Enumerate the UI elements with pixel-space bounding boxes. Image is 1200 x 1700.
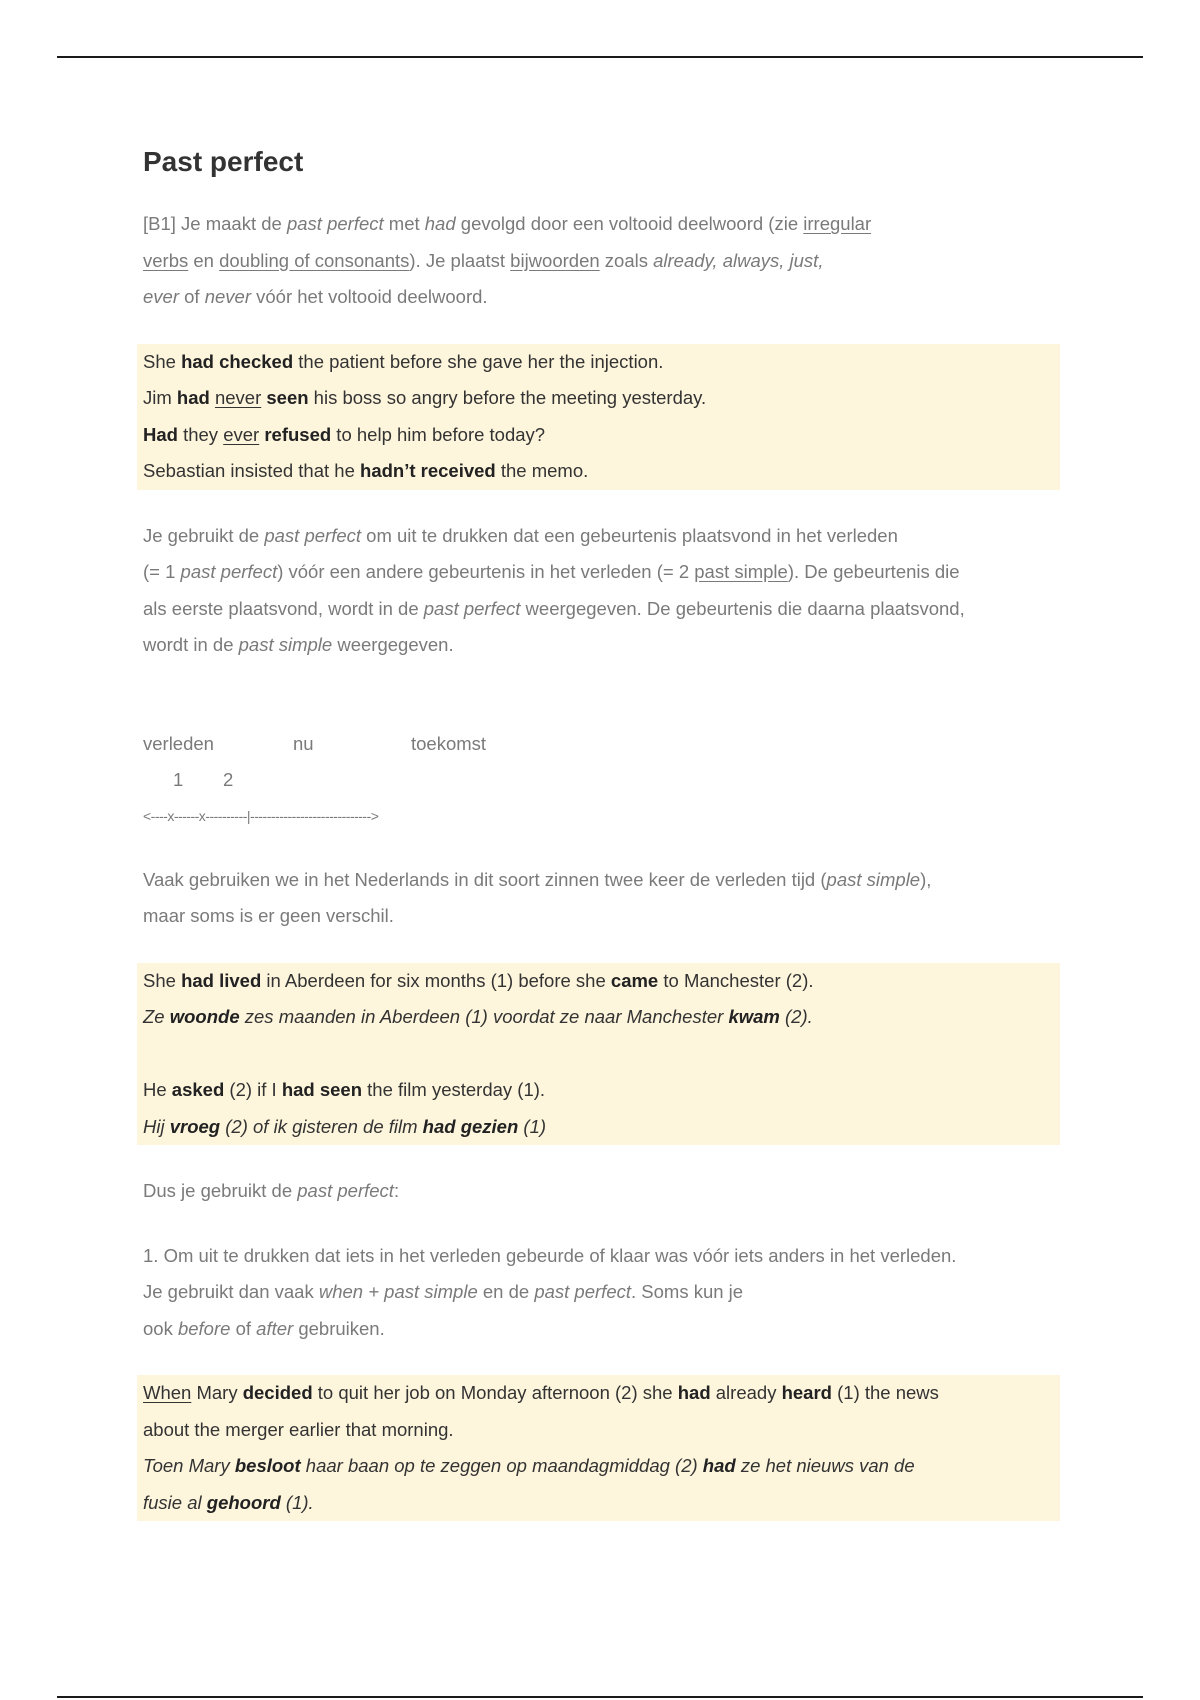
document-body <box>143 140 1060 1521</box>
timeline-marker-1: 1 <box>173 768 184 790</box>
timeline-marker-2: 2 <box>223 768 234 790</box>
timeline-arrow: <----x------x----------|-----------------------------> <box>143 807 379 824</box>
usage-point-1: 1. Om uit te drukken dat iets in het verleden gebeurde of klaar was vóór iets anders in het verleden. Je gebruikt dan vaak when + past simple en de past perfect. Soms kun je ook before of after gebruiken. <box>143 1244 957 1339</box>
example-block-3: When Mary decided to quit her job on Monday afternoon (2) she had already heard (1) the news about the merger earlier that morning. Toen Mary besloot haar baan op te zeggen op maandagmiddag (2) had ze het nieuws van de fusie al gehoord (1). <box>137 1375 1060 1521</box>
bottom-rule <box>57 1696 1143 1698</box>
dutch-note-paragraph: Vaak gebruiken we in het Nederlands in dit soort zinnen twee keer de verleden tijd (past simple), maar soms is er geen verschil. <box>143 868 932 926</box>
link-past-simple[interactable]: past simple <box>694 561 788 582</box>
link-doubling-of-consonants[interactable]: doubling of consonants <box>219 249 410 271</box>
timeline-future-label: toekomst <box>411 732 487 754</box>
intro-paragraph: [B1] Je maakt de past perfect met had gevolgd door een voltooid deelwoord (zie irregular verbs en doubling of consonants). Je plaatst bijwoorden zoals already, always, just, ever of never vóór het voltooid deelwoord. <box>143 213 872 307</box>
link-bijwoorden[interactable]: bijwoorden <box>510 249 600 271</box>
top-rule <box>57 56 1143 58</box>
page-title: Past perfect <box>143 146 304 177</box>
link-irregular-verbs[interactable]: irregular <box>803 213 872 234</box>
timeline <box>143 726 1060 834</box>
timeline-past-label: verleden <box>143 732 214 754</box>
usage-intro: Dus je gebruikt de past perfect: <box>143 1180 400 1201</box>
timeline-now-label: nu <box>293 732 314 754</box>
example-block-2: She had lived in Aberdeen for six months (1) before she came to Manchester (2). Ze woonde zes maanden in Aberdeen (1) voordat ze naar Manchester kwam (2). He asked (2) if I had seen the film yesterday (1). Hij vroeg (2) of ik gisteren de film had gezien (1) <box>137 963 1060 1146</box>
example-block-1: She had checked the patient before she gave her the injection. Jim had never seen his boss so angry before the meeting yesterday. Had they ever refused to help him before today? Sebastian insisted that he hadn’t received the memo. <box>137 344 1060 490</box>
link-irregular-verbs-cont[interactable]: verbs <box>143 249 189 271</box>
explanation-paragraph: Je gebruikt de past perfect om uit te drukken dat een gebeurtenis plaatsvond in het verleden (= 1 past perfect) vóór een andere gebeurtenis in het verleden (= 2 past simple). De gebeurtenis die als eerste plaatsvond, wordt in de past perfect weergegeven. De gebeurtenis die daarna plaatsvond, wordt in de past simple weergegeven. <box>143 524 965 655</box>
